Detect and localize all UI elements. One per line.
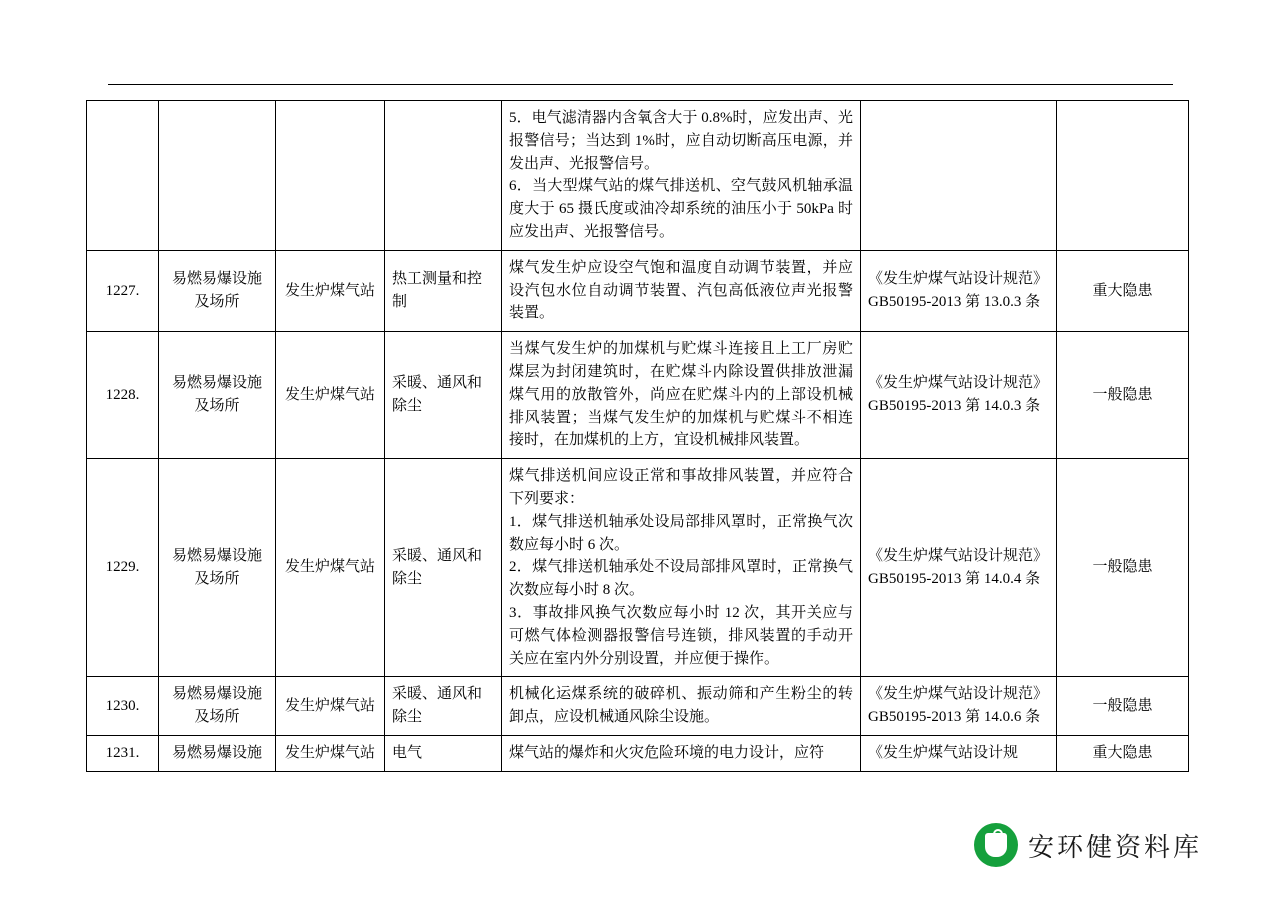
- cell-topic: 采暖、通风和除尘: [385, 459, 502, 677]
- cell-level: [1057, 101, 1189, 251]
- cell-requirement: [502, 101, 861, 251]
- requirement-line: 机械化运煤系统的破碎机、振动筛和产生粉尘的转卸点，应设机械通风除尘设施。: [509, 686, 853, 726]
- table-row: [87, 250, 1189, 331]
- cell-topic: 热工测量和控制: [385, 250, 502, 331]
- cell-site: 发生炉煤气站: [276, 250, 385, 331]
- requirement-line: 1．煤气排送机轴承处设局部排风罩时，正常换气次数应每小时 6 次。: [509, 513, 853, 553]
- requirement-line: 煤气发生炉应设空气饱和温度自动调节装置，并应设汽包水位自动调节装置、汽包高低液位声光报警装置。: [509, 259, 853, 322]
- table-row: [87, 101, 1189, 251]
- cell-category: 易燃易爆设施: [159, 735, 276, 771]
- table-row: [87, 677, 1189, 736]
- requirement-line: 2．煤气排送机轴承处不设局部排风罩时，正常换气次数应每小时 8 次。: [509, 559, 853, 599]
- cell-level: 重大隐患: [1057, 250, 1189, 331]
- cell-level: 一般隐患: [1057, 459, 1189, 677]
- cell-reference: 《发生炉煤气站设计规范》GB50195-2013 第 14.0.3 条: [861, 332, 1057, 459]
- requirement-line: 煤气排送机间应设正常和事故排风装置，并应符合下列要求：: [509, 468, 853, 507]
- cell-num: [87, 101, 159, 251]
- cell-topic: [385, 101, 502, 251]
- requirement-line: 5．电气滤清器内含氧含大于 0.8%时，应发出声、光报警信号；当达到 1%时，应自动切断高压电源，并发出声、光报警信号。: [509, 110, 853, 172]
- cell-category: 易燃易爆设施及场所: [159, 332, 276, 459]
- cell-requirement: [502, 735, 861, 771]
- header-rule: [108, 84, 1173, 85]
- cell-requirement: [502, 459, 861, 677]
- cell-reference: [861, 101, 1057, 251]
- cell-num: 1228.: [87, 332, 159, 459]
- cell-site: [276, 101, 385, 251]
- cell-site: 发生炉煤气站: [276, 735, 385, 771]
- requirement-line: 当煤气发生炉的加煤机与贮煤斗连接且上工厂房贮煤层为封闭建筑时，在贮煤斗内除设置供排放泄漏煤气用的放散管外，尚应在贮煤斗内的上部设机械排风装置；当煤气发生炉的加煤机与贮煤斗不相连接时，在加煤机的上方，宜设机械排风装置。: [509, 341, 853, 449]
- cell-reference: 《发生炉煤气站设计规范》GB50195-2013 第 14.0.4 条: [861, 459, 1057, 677]
- shield-icon: [974, 823, 1018, 867]
- cell-category: 易燃易爆设施及场所: [159, 250, 276, 331]
- requirement-line: 3．事故排风换气次数应每小时 12 次，其开关应与可燃气体检测器报警信号连锁，排风装置的手动开关应在室内外分别设置，并应便于操作。: [509, 604, 853, 667]
- cell-requirement: [502, 332, 861, 459]
- requirements-table: [86, 100, 1189, 772]
- cell-level: 重大隐患: [1057, 735, 1189, 771]
- cell-category: 易燃易爆设施及场所: [159, 459, 276, 677]
- requirements-table-container: [86, 100, 1188, 772]
- cell-num: 1229.: [87, 459, 159, 677]
- cell-category: 易燃易爆设施及场所: [159, 677, 276, 736]
- table-row: [87, 459, 1189, 677]
- cell-level: 一般隐患: [1057, 332, 1189, 459]
- cell-num: 1231.: [87, 735, 159, 771]
- cell-site: 发生炉煤气站: [276, 332, 385, 459]
- cell-topic: 采暖、通风和除尘: [385, 677, 502, 736]
- cell-site: 发生炉煤气站: [276, 677, 385, 736]
- watermark: [974, 823, 1202, 867]
- cell-requirement: [502, 250, 861, 331]
- cell-reference: 《发生炉煤气站设计规范》GB50195-2013 第 14.0.6 条: [861, 677, 1057, 736]
- cell-category: [159, 101, 276, 251]
- cell-num: 1230.: [87, 677, 159, 736]
- cell-requirement: [502, 677, 861, 736]
- table-row: [87, 735, 1189, 771]
- watermark-label: 安环健资料库: [1027, 831, 1202, 862]
- table-row: [87, 332, 1189, 459]
- cell-topic: 采暖、通风和除尘: [385, 332, 502, 459]
- requirement-line: 6．当大型煤气站的煤气排送机、空气鼓风机轴承温度大于 65 摄氏度或油冷却系统的油压小于 50kPa 时应发出声、光报警信号。: [509, 178, 853, 240]
- cell-level: 一般隐患: [1057, 677, 1189, 736]
- cell-site: 发生炉煤气站: [276, 459, 385, 677]
- cell-num: 1227.: [87, 250, 159, 331]
- cell-reference: 《发生炉煤气站设计规: [861, 735, 1057, 771]
- cell-reference: 《发生炉煤气站设计规范》GB50195-2013 第 13.0.3 条: [861, 250, 1057, 331]
- cell-topic: 电气: [385, 735, 502, 771]
- requirement-line: 煤气站的爆炸和火灾危险环境的电力设计，应符: [509, 744, 825, 761]
